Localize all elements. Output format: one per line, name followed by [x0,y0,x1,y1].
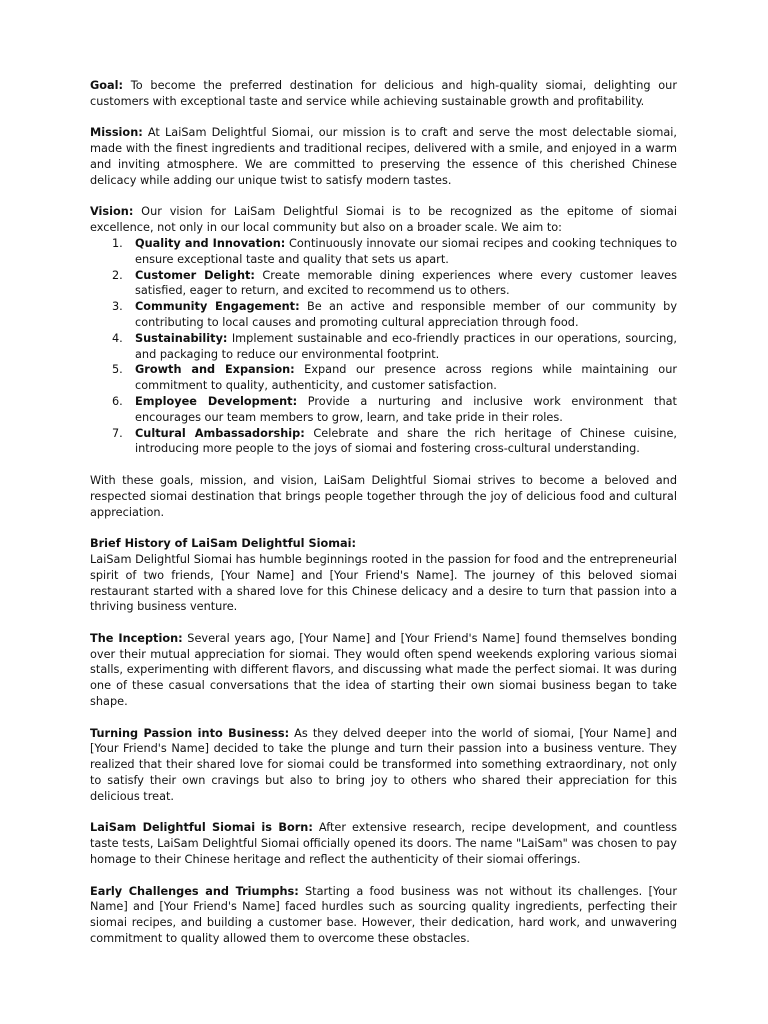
closing-paragraph: With these goals, mission, and vision, LaiSam Delightful Siomai strives to become a beloved and respected siomai destination that brings people together through the joy of delicious food and cultural appreciation. [90,473,677,519]
history-intro: LaiSam Delightful Siomai has humble beginnings rooted in the passion for food and the entrepreneurial spirit of two friends, [Your Name] and [Your Friend's Name]. The journey of this beloved siomai restaurant started with a shared love for this Chinese delicacy and a desire to turn that passion into a thriving business venture. [90,552,677,614]
history-section [90,536,677,615]
list-item-label: Quality and Innovation: [135,236,286,250]
challenges-label: Early Challenges and Triumphs: [90,884,299,898]
vision-aims-list [90,236,677,457]
mission-text: At LaiSam Delightful Siomai, our mission is to craft and serve the most delectable siomai, made with the finest ingredients and traditional recipes, delivered with a smile, and enjoyed in a warm and inviting atmosphere. We are committed to preserving the essence of this cherished Chinese delicacy while adding our unique twist to satisfy modern tastes. [90,126,677,187]
list-item [90,426,677,458]
list-item-label: Community Engagement: [135,300,300,314]
goal-label: Goal: [90,79,124,92]
list-number: 2. [112,268,123,282]
vision-paragraph [90,204,677,236]
list-item-text: Create memorable dining experiences where every customer leaves satisfied, eager to return, and excited to recommend us to others. [135,268,677,298]
vision-label: Vision: [90,205,134,219]
list-item-label: Sustainability: [135,331,228,345]
list-item [90,299,677,331]
list-item-label: Employee Development: [135,394,298,408]
turning-label: Turning Passion into Business: [90,726,290,740]
turning-paragraph [90,726,677,805]
list-item-text: Implement sustainable and eco-friendly practices in our operations, sourcing, and packaging to reduce our environmental footprint. [135,331,677,361]
born-label: LaiSam Delightful Siomai is Born: [90,821,313,835]
challenges-paragraph [90,884,677,947]
list-item-text: Expand our presence across regions while maintaining our commitment to quality, authenticity, and customer satisfaction. [135,363,677,393]
list-item [90,268,677,300]
list-item-label: Growth and Expansion: [135,363,295,377]
born-text: After extensive research, recipe development, and countless taste tests, LaiSam Delightful Siomai officially opened its doors. The name "LaiSam" was chosen to pay homage to their Chinese heritage and reflect the authenticity of their siomai offerings. [90,821,678,867]
vision-text: Our vision for LaiSam Delightful Siomai is to be recognized as the epitome of siomai excellence, not only in our local community but also on a broader scale. We aim to: [90,205,677,235]
list-item-text: Provide a nurturing and inclusive work environment that encourages our team members to grow, learn, and take pride in their roles. [135,394,677,424]
list-item [90,394,677,426]
mission-label: Mission: [90,126,143,140]
turning-text: As they delved deeper into the world of siomai, [Your Name] and [Your Friend's Name] decided to take the plunge and turn their passion into a business venture. They realized that their shared love for siomai could be transformed into something extraordinary, not only to satisfy their own cravings but also to bring joy to others who shared their appreciation for this delicious treat. [90,726,677,803]
list-item [90,236,677,268]
list-item-label: Customer Delight: [135,268,255,282]
challenges-text: Starting a food business was not without its challenges. [Your Name] and [Your Friend's Name] faced hurdles such as sourcing quality ingredients, perfecting their siomai recipes, and building a customer base. However, their dedication, hard work, and unwavering commitment to quality allowed them to overcome these obstacles. [90,884,677,946]
mission-paragraph [90,125,677,188]
list-number: 4. [112,331,123,345]
inception-label: The Inception: [90,631,183,645]
list-item-label: Cultural Ambassadorship: [135,426,305,440]
list-number: 3. [112,300,123,314]
inception-text: Several years ago, [Your Name] and [Your Friend's Name] found themselves bonding over their mutual appreciation for siomai. They would often spend weekends exploring various siomai stalls, experimenting with different flavors, and discussing what made the perfect siomai. It was during one of these casual conversations that the idea of starting their own siomai business began to take shape. [90,631,677,709]
list-number: 1. [112,236,123,250]
history-heading: Brief History of LaiSam Delightful Siomai: [90,537,357,551]
list-item [90,362,677,394]
goal-paragraph [90,78,677,110]
list-number: 7. [112,426,123,440]
list-item [90,331,677,363]
list-number: 5. [112,363,123,377]
document-page [90,78,677,963]
list-number: 6. [112,394,123,408]
born-paragraph [90,820,677,867]
list-item-text: Celebrate and share the rich heritage of Chinese cuisine, introducing more people to the joys of siomai and fostering cross-cultural understanding. [135,426,677,456]
list-item-text: Continuously innovate our siomai recipes and cooking techniques to ensure exceptional taste and quality that sets us apart. [135,236,677,266]
goal-text: To become the preferred destination for delicious and high-quality siomai, delighting our customers with exceptional taste and service while achieving sustainable growth and profitability. [90,79,677,108]
inception-paragraph [90,631,677,710]
list-item-text: Be an active and responsible member of our community by contributing to local causes and promoting cultural appreciation through food. [135,300,677,329]
